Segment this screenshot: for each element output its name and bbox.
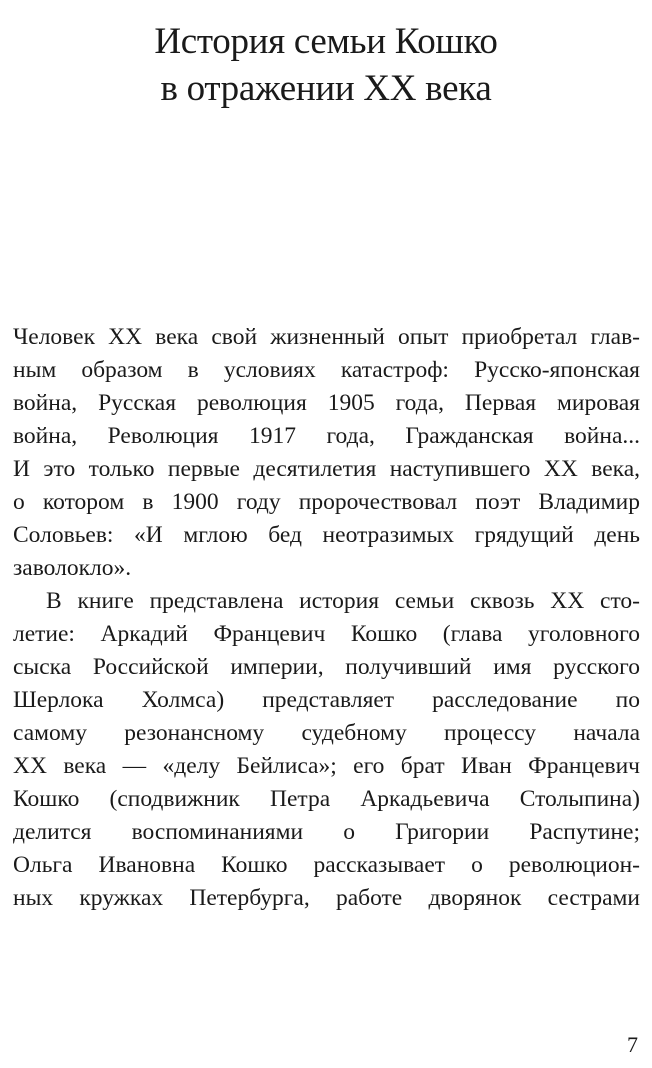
text-line: Кошко (сподвижник Петра Аркадьевича Столыпина): [13, 786, 640, 812]
paragraph-1: [13, 321, 640, 585]
text-line: война, Русская революция 1905 года, Первая мировая: [13, 390, 640, 416]
text-line: ных кружках Петербурга, работе дворянок сестрами: [13, 885, 640, 911]
text-line: Человек XX века свой жизненный опыт приобретал глав-: [13, 324, 640, 350]
text-line: летие: Аркадий Францевич Кошко (глава уголовного: [13, 621, 640, 647]
paragraph-2: [13, 585, 640, 915]
text-line: XX века — «делу Бейлиса»; его брат Иван Францевич: [13, 753, 640, 779]
text-line: ным образом в условиях катастроф: Русско-японская: [13, 357, 640, 383]
chapter-title: [0, 18, 652, 112]
text-line: делится воспоминаниями о Григории Распутине;: [13, 819, 640, 845]
text-line: сыска Российской империи, получивший имя русского: [13, 654, 640, 680]
text-line: Соловьев: «И мглою бед неотразимых грядущий день: [13, 522, 640, 548]
text-line: война, Революция 1917 года, Гражданская война...: [13, 423, 640, 449]
text-line: заволокло».: [13, 555, 132, 581]
text-line: самому резонансному судебному процессу начала: [13, 720, 640, 746]
chapter-title-line-1: История семьи Кошко: [154, 21, 498, 62]
text-line: И это только первые десятилетия наступившего XX века,: [13, 456, 640, 482]
body-text: [13, 321, 640, 915]
page-number: 7: [627, 1032, 638, 1057]
text-line: В книге представлена история семьи сквозь XX сто-: [46, 588, 640, 614]
chapter-title-line-2: в отражении XX века: [160, 68, 492, 109]
text-line: о котором в 1900 году пророчествовал поэт Владимир: [13, 489, 640, 515]
text-line: Шерлока Холмса) представляет расследование по: [13, 687, 640, 713]
text-line: Ольга Ивановна Кошко рассказывает о революцион-: [13, 852, 640, 878]
